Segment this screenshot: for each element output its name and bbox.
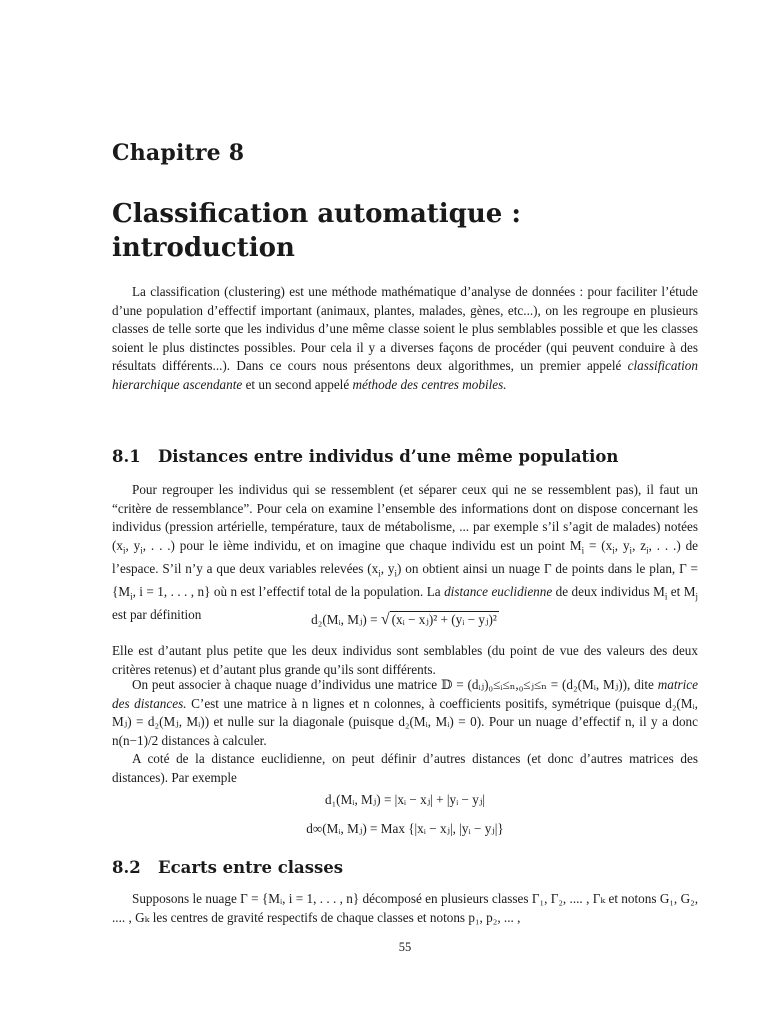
emphasis-matrice-des-distances: matrice des distances.	[112, 677, 698, 711]
formula-d1: d₁(Mᵢ, Mⱼ) = |xᵢ − xⱼ| + |yᵢ − yⱼ|	[324, 792, 485, 807]
text-run: Supposons le nuage Γ = {Mᵢ, i = 1, . . . , n} décomposé en plusieurs classes Γ₁, Γ₂, .... , Γₖ et notons G₁, G₂, .... , Gₖ les centres de gravité respectifs de chaque classes et notons p₁, p₂, ... ,	[112, 891, 698, 925]
formula-lhs: d₂(Mᵢ, Mⱼ) =	[311, 612, 381, 627]
text-run: , i = 1, . . . , n} où n est l’effectif total de la population. La	[132, 583, 445, 599]
intro-text-mid: et un second appelé	[242, 376, 353, 392]
formula-euclidean-distance: d₂(Mᵢ, Mⱼ) = √ (xᵢ − xⱼ)² + (yᵢ − yⱼ)²	[311, 611, 497, 628]
section2-paragraph-1	[112, 890, 698, 927]
text-run: A coté de la distance euclidienne, on peut définir d’autres distances (et donc d’autres matrices des distances). Par exemple	[112, 751, 698, 785]
text-run: , y	[125, 537, 141, 553]
text-run: C’est une matrice à n lignes et n colonnes, à coefficients positifs, symétrique (puisque d₂(Mᵢ, Mⱼ) = d₂(Mⱼ, Mᵢ)) et nulle sur la diagonale (puisque d₂(Mᵢ, Mᵢ) = 0). Pour un nuage d’effectif n, il y a donc n(n−1)/2 distances à calculer.	[112, 695, 698, 748]
text-run: On peut associer à chaque nuage d’individus une matrice 𝔻 = (dᵢⱼ)₀≤ᵢ≤ₙ,₀≤ⱼ≤ₙ = (d₂(Mᵢ, Mⱼ)), dite	[132, 677, 658, 692]
text-run: , y	[614, 537, 630, 553]
section-title: Ecarts entre classes	[158, 858, 344, 877]
text-run: , . . .) de l’espace. S’il n’y a que deux variables relevées (x	[112, 537, 699, 576]
text-run: , y	[380, 560, 395, 576]
text-run: Pour regrouper les individus qui se ressemblent (et séparer ceux qui ne se ressemblent pas), il faut un “critère de ressemblance”. Pour cela on examine l’ensemble des informations dont on dispose concernant les individus (pression artérielle, température, taux de métabolisme, ... par exemple s’il s’agit de malades) notées (x	[112, 482, 698, 553]
text-run: est par définition	[112, 606, 202, 622]
section1-paragraph-4	[112, 750, 698, 787]
intro-emphasis-1: classification hierarchique ascendante	[112, 358, 698, 392]
chapter-title	[112, 197, 698, 265]
section-title: Distances entre individus d’une même population	[158, 447, 619, 466]
section1-paragraph-1: Pour regrouper les individus qui se ressemblent (et séparer ceux qui ne se ressemblent pas), il faut un “critère de ressemblance”. Pour cela on examine l’ensemble des informations dont on dispose concernant les individus (pression artérielle, température, taux de métabolisme, ... par exemple s’il s’agit de malades) notées ($x_i$, $y_i$, . . .) pour le ième individu, et on imagine que chaque individu est un point $M_i = (x_i$, $y_i$, $z_i$, . . .) de l’espace. S’il n’y a que deux variables relevées ($x_i$, $y_i$) on obtient ainsi un nuage Γ de points dans le plan, $\Gamma = \{M_i$, i = 1, . . . , n} où n est l’effectif total de la population. La distance euclidienne de deux individus $M_i$ et $M_j$ est par définition	[112, 482, 699, 622]
text-run: Elle est d’autant plus petite que les deux individus sont semblables (du point de vue des valeurs des deux critères retenus) et d’autant plus grande qu’ils sont différents.	[112, 643, 698, 677]
formula-radicand: (xᵢ − xⱼ)² + (yᵢ − yⱼ)²	[391, 612, 497, 627]
chapter-label: Chapitre 8	[112, 140, 245, 166]
text-run: de deux individus M	[552, 583, 665, 599]
text-run: = (x	[584, 537, 613, 553]
formula-dinf: d∞(Mᵢ, Mⱼ) = Max {|xᵢ − xⱼ|, |yᵢ − yⱼ|}	[306, 821, 504, 836]
text-run: , . . .) pour le ième individu, et on imagine que chaque individu est un point M	[142, 537, 582, 553]
section-heading-8-2	[112, 858, 343, 877]
chapter-title-line-2: introduction	[112, 233, 295, 263]
section-number: 8.1	[112, 447, 141, 466]
section-number: 8.2	[112, 858, 141, 877]
text-run: et M	[667, 583, 696, 599]
chapter-title-line-1: Classification automatique :	[112, 199, 521, 229]
text-run: , z	[632, 537, 647, 553]
intro-emphasis-2: méthode des centres mobiles.	[352, 376, 507, 392]
intro-text: La classification (clustering) est une méthode mathématique d’analyse de données : pour faciliter l’étude d’une population d’effectif important (animaux, plantes, malades, gènes, etc...), on les regroupe en plusieurs classes de telle sorte que les individus d’une même classe soient le plus semblables possible et que les classes soient le plus distinctes possibles. Pour cela il y a diverses façons de procéder (qui peuvent conduire à des résultats différents...). Dans ce cours nous présentons deux algorithmes, un premier appelé	[112, 284, 698, 373]
emphasis-distance-euclidienne: distance euclidienne	[444, 583, 553, 599]
section-heading-8-1	[112, 447, 618, 466]
intro-paragraph	[112, 283, 698, 394]
text-run: ) on obtient ainsi un nuage Γ de points dans le plan, Γ = {M	[112, 560, 698, 599]
page-number: 55	[398, 940, 412, 954]
section1-paragraph-3	[112, 676, 698, 750]
section1-paragraph-2	[112, 642, 698, 679]
